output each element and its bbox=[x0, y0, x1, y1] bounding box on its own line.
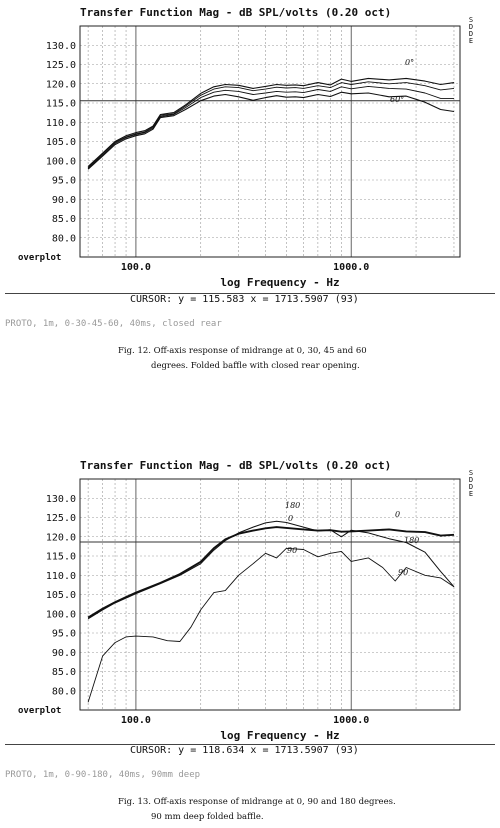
y-tick-label: 120.0 bbox=[45, 532, 76, 544]
y-tick-label: 80.0 bbox=[51, 686, 76, 698]
y-tick-label: 85.0 bbox=[51, 667, 76, 678]
caption-fig13 bbox=[118, 795, 448, 825]
measurement-setup-fig13: PROTO, 1m, 0-90-180, 40ms, 90mm deep bbox=[5, 770, 201, 780]
curve-annotation: 0 bbox=[395, 510, 401, 519]
y-tick-label: 120.0 bbox=[45, 79, 76, 91]
y-tick-label: 95.0 bbox=[51, 628, 76, 640]
grid bbox=[80, 479, 460, 710]
x-axis-label: log Frequency - Hz bbox=[220, 729, 340, 742]
scale-mark-fig13: S D D E bbox=[468, 469, 474, 498]
x-axis-label: log Frequency - Hz bbox=[220, 276, 340, 289]
x-tick-label: 1000.0 bbox=[333, 715, 370, 726]
y-tick-label: 130.0 bbox=[45, 493, 76, 505]
cursor-readout-fig12: CURSOR: y = 115.583 x = 1713.5907 (93) bbox=[130, 294, 359, 305]
y-tick-label: 100.0 bbox=[45, 156, 76, 168]
caption-fig12 bbox=[118, 344, 448, 374]
series-line bbox=[88, 78, 454, 166]
overplot-label: overplot bbox=[18, 253, 62, 263]
cursor-readout-fig13: CURSOR: y = 118.634 x = 1713.5907 (93) bbox=[130, 745, 359, 756]
x-tick-label: 100.0 bbox=[120, 262, 151, 273]
y-tick-label: 90.0 bbox=[51, 647, 76, 659]
measurement-setup-fig12: PROTO, 1m, 0-30-45-60, 40ms, closed rear bbox=[5, 319, 222, 329]
y-tick-label: 125.0 bbox=[45, 513, 76, 524]
grid bbox=[80, 26, 460, 257]
y-tick-label: 80.0 bbox=[51, 233, 76, 245]
caption-line-2: degrees. Folded baffle with closed rear opening. bbox=[151, 361, 360, 371]
y-tick-label: 125.0 bbox=[45, 60, 76, 71]
curve-annotation: 90 bbox=[287, 546, 298, 555]
y-tick-label: 130.0 bbox=[45, 40, 76, 52]
y-tick-label: 110.0 bbox=[45, 570, 76, 582]
curve-annotation: 90 bbox=[398, 568, 409, 577]
caption-line-1: Fig. 13. Off-axis response of midrange at 0, 90 and 180 degrees. bbox=[118, 797, 396, 807]
curve-annotation: 180 bbox=[404, 536, 420, 545]
curve-annotation: 60° bbox=[390, 95, 405, 104]
y-tick-label: 115.0 bbox=[45, 551, 76, 563]
chart-title-fig12: Transfer Function Mag - dB SPL/volts (0.20 oct) bbox=[80, 6, 392, 19]
y-tick-label: 90.0 bbox=[51, 194, 76, 206]
y-tick-label: 110.0 bbox=[45, 117, 76, 129]
caption-line-1: Fig. 12. Off-axis response of midrange at 0, 30, 45 and 60 bbox=[118, 346, 367, 356]
y-tick-label: 95.0 bbox=[51, 175, 76, 187]
chart-title-fig13: Transfer Function Mag - dB SPL/volts (0.20 oct) bbox=[80, 459, 392, 472]
x-tick-label: 100.0 bbox=[120, 715, 151, 726]
scale-mark-fig12: S D D E bbox=[468, 16, 474, 45]
y-tick-label: 105.0 bbox=[45, 137, 76, 148]
x-tick-label: 1000.0 bbox=[333, 262, 370, 273]
y-tick-label: 105.0 bbox=[45, 590, 76, 601]
y-tick-label: 115.0 bbox=[45, 98, 76, 110]
overplot-label: overplot bbox=[18, 706, 62, 716]
caption-line-2: 90 mm deep folded baffle. bbox=[151, 812, 264, 822]
chart-fig12 bbox=[0, 0, 500, 300]
curve-annotation: 0 bbox=[288, 514, 294, 523]
y-tick-label: 85.0 bbox=[51, 214, 76, 225]
curve-annotation: 180 bbox=[285, 501, 301, 510]
curve-annotation: 0° bbox=[405, 58, 415, 67]
y-tick-label: 100.0 bbox=[45, 609, 76, 621]
chart-fig13 bbox=[0, 453, 500, 753]
